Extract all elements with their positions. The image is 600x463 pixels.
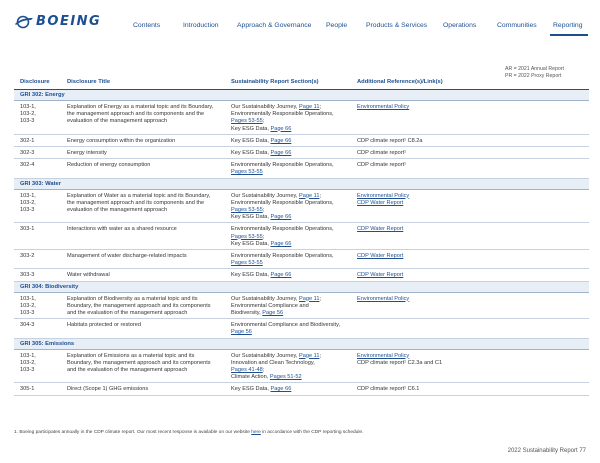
report-section-text: Key ESG Data,	[231, 149, 271, 156]
reference-text: CDP climate report¹ C6.1	[357, 386, 420, 393]
link-page-11[interactable]: Page 11	[299, 104, 320, 110]
disclosure-title-line	[67, 253, 232, 260]
report-section-text: Our Sustainability Journey,	[231, 192, 299, 199]
report-section-line	[231, 353, 356, 360]
disclosure-title-text: evaluation of the management approach	[67, 118, 168, 125]
disclosure-code-line	[20, 193, 64, 200]
report-section-cell	[231, 353, 356, 382]
disclosure-code-cell	[20, 162, 64, 169]
disclosure-code-text: 103-2,	[20, 199, 36, 206]
header-disclosure-title: Disclosure Title	[67, 79, 111, 85]
disclosure-title-line	[67, 310, 232, 317]
footnote	[14, 430, 363, 435]
reference-text: CDP climate report¹	[357, 162, 407, 169]
report-section-text: ;	[319, 104, 321, 110]
report-section-line	[231, 374, 356, 381]
disclosure-title-cell	[67, 138, 232, 145]
boeing-logo-text: BOEING	[36, 14, 102, 29]
table-row	[14, 190, 589, 224]
report-section-text: Environmentally Responsible Operations,	[231, 252, 334, 259]
disclosure-code-text: 103-3	[20, 366, 35, 373]
disclosure-title-cell	[67, 386, 232, 393]
disclosure-title-line	[67, 138, 232, 145]
disclosure-code-text: 304-3	[20, 322, 35, 329]
reference-line	[357, 386, 587, 393]
disclosure-code-cell	[20, 150, 64, 157]
disclosure-title-line	[67, 367, 232, 374]
nav-item-operations[interactable]: Operations	[443, 22, 477, 29]
report-section-cell	[231, 104, 356, 133]
disclosure-title-cell	[67, 162, 232, 169]
disclosure-title-line	[67, 322, 232, 329]
report-section-text: Environmental Compliance and Biodiversity,	[231, 322, 341, 329]
header-additional-references: Additional Reference(s)/Link(s)	[357, 79, 443, 85]
link-environmental-policy[interactable]: Environmental Policy	[357, 352, 410, 359]
disclosure-title-text: Explanation of Emissions as a material topic and its	[67, 352, 195, 359]
report-section-line	[231, 104, 356, 111]
disclosure-title-cell	[67, 253, 232, 260]
reference-line	[357, 272, 587, 279]
disclosure-title-cell	[67, 104, 232, 126]
link-page-66[interactable]: Page 66	[270, 125, 292, 132]
disclosure-code-text: 305-1	[20, 386, 35, 393]
disclosure-code-line	[20, 253, 64, 260]
reference-text: CDP climate report¹	[357, 149, 407, 156]
report-section-text: ;	[262, 118, 265, 125]
disclosure-code-cell	[20, 226, 64, 233]
disclosure-code-line	[20, 272, 64, 279]
disclosure-code-text: 303-2	[20, 252, 35, 259]
nav-menu	[0, 22, 600, 34]
header-report-sections: Sustainability Report Section(s)	[231, 79, 319, 85]
disclosure-code-cell	[20, 296, 64, 318]
disclosure-code-text: 103-1,	[20, 295, 36, 302]
disclosure-title-cell	[67, 272, 232, 279]
report-section-text: ;	[262, 366, 265, 373]
legend-pr: PR = 2022 Proxy Report	[505, 73, 562, 79]
disclosure-title-line	[67, 272, 232, 279]
disclosure-code-line	[20, 303, 64, 310]
reference-cell	[357, 162, 587, 169]
disclosure-title-cell	[67, 226, 232, 233]
disclosure-title-text: evaluation of the management approach	[67, 206, 168, 213]
report-section-line	[231, 214, 356, 221]
disclosure-title-text: the management approach and its components and the	[67, 111, 205, 118]
report-section-text: Environmentally Responsible Operations,	[231, 162, 334, 169]
disclosure-code-text: 103-3	[20, 118, 35, 125]
report-section-text: Key ESG Data,	[231, 214, 271, 221]
table-row	[14, 147, 589, 159]
disclosure-title-text: the management approach and its components and the	[67, 199, 205, 206]
disclosure-code-cell	[20, 253, 64, 260]
disclosure-code-line	[20, 367, 64, 374]
report-section-line	[231, 386, 356, 393]
disclosure-title-line	[67, 353, 232, 360]
link-environmental-policy[interactable]: Environmental Policy	[357, 192, 410, 199]
reference-line	[357, 138, 587, 145]
reference-line	[357, 104, 587, 111]
table-row	[14, 350, 589, 384]
report-section-text: Our Sustainability Journey,	[231, 352, 299, 359]
report-section-text: Our Sustainability Journey,	[231, 104, 299, 110]
report-section-line	[231, 260, 356, 267]
link-pages-53-55[interactable]: Pages 53-55	[231, 233, 263, 240]
report-section-line	[231, 226, 356, 233]
table-row	[14, 319, 589, 338]
report-section-cell	[231, 386, 356, 393]
report-section-cell	[231, 253, 356, 267]
report-section-line	[231, 162, 356, 169]
reference-line	[357, 162, 587, 169]
reference-text: CDP climate report¹ C2.3a and C1	[357, 359, 443, 366]
report-section-line	[231, 150, 356, 157]
disclosure-title-cell	[67, 193, 232, 215]
disclosure-code-line	[20, 386, 64, 393]
report-section-text: ;	[319, 192, 321, 199]
link-cdp-water-report[interactable]: CDP Water Report	[357, 252, 404, 259]
report-section-cell	[231, 272, 356, 279]
disclosure-title-line	[67, 360, 232, 367]
link-environmental-policy[interactable]: Environmental Policy	[357, 295, 410, 302]
report-section-line	[231, 322, 356, 329]
reference-line	[357, 226, 587, 233]
report-section-cell	[231, 162, 356, 176]
report-section-cell	[231, 296, 356, 318]
link-pages-41-48[interactable]: Pages 41-48	[231, 366, 263, 373]
report-section-text: Environmental Compliance and	[231, 302, 309, 309]
disclosure-code-line	[20, 310, 64, 317]
disclosure-title-line	[67, 200, 232, 207]
report-section-text: Climate Action,	[231, 374, 270, 381]
disclosure-code-line	[20, 118, 64, 125]
link-page-66[interactable]: Page 66	[270, 137, 292, 144]
report-section-line	[231, 207, 356, 214]
nav-item-communities[interactable]: Communities	[497, 22, 537, 29]
table-row	[14, 383, 589, 395]
report-section-text: Environmentally Responsible Operations,	[231, 111, 334, 118]
disclosure-code-line	[20, 150, 64, 157]
report-section-line	[231, 111, 356, 118]
report-section-line	[231, 360, 356, 367]
disclosure-title-line	[67, 296, 232, 303]
link-cdp-water-report[interactable]: CDP Water Report	[357, 226, 404, 233]
legend-ar: AR = 2021 Annual Report	[505, 66, 564, 72]
disclosure-code-cell	[20, 272, 64, 279]
table-row	[14, 250, 589, 269]
link-page-56[interactable]: Page 56	[262, 309, 284, 316]
reference-cell	[357, 296, 587, 303]
table-header	[14, 79, 589, 89]
disclosure-code-line	[20, 360, 64, 367]
disclosure-code-cell	[20, 386, 64, 393]
disclosure-title-text: Explanation of Energy as a material topic and its Boundary,	[67, 104, 214, 110]
reference-line	[357, 360, 587, 367]
disclosure-title-line	[67, 226, 232, 233]
disclosure-code-text: 302-1	[20, 137, 35, 144]
report-section-line	[231, 296, 356, 303]
report-section-line	[231, 253, 356, 260]
link-pages-53-55[interactable]: Pages 53-55	[231, 260, 263, 267]
report-section-cell	[231, 322, 356, 336]
reference-cell	[357, 138, 587, 145]
footnote-text-end: in accordance with the CDP reporting schedule.	[260, 430, 364, 435]
reference-line	[357, 253, 587, 260]
nav-item-products-services[interactable]: Products & Services	[366, 22, 428, 29]
link-page-66[interactable]: Page 66	[270, 386, 292, 393]
table-row	[14, 135, 589, 147]
disclosure-code-text: 103-1,	[20, 192, 36, 199]
nav-item-people[interactable]: People	[326, 22, 348, 29]
link-page-11[interactable]: Page 11	[299, 192, 320, 199]
report-section-text: Key ESG Data,	[231, 125, 271, 132]
disclosure-title-text: Direct (Scope 1) GHG emissions	[67, 386, 149, 393]
report-section-text: Environmentally Responsible Operations,	[231, 199, 334, 206]
disclosure-title-text: Explanation of Water as a material topic and its Boundary,	[67, 192, 211, 199]
disclosure-code-text: 302-4	[20, 162, 35, 169]
link-pages-53-55[interactable]: Pages 53-55	[231, 118, 263, 125]
report-section-text: ;	[319, 352, 321, 359]
disclosure-code-line	[20, 111, 64, 118]
section-gri-302-energy: GRI 302: Energy	[14, 90, 589, 101]
disclosure-title-cell	[67, 296, 232, 318]
report-section-text: ;	[262, 206, 265, 213]
nav-item-contents[interactable]: Contents	[133, 22, 161, 29]
reference-cell	[357, 193, 587, 207]
gri-index-table	[14, 89, 589, 396]
reference-cell	[357, 104, 587, 111]
disclosure-code-text: 103-2,	[20, 359, 36, 366]
report-section-text: Environmentally Responsible Operations,	[231, 226, 334, 233]
link-page-56[interactable]: Page 56	[231, 329, 252, 336]
link-page-66[interactable]: Page 66	[270, 240, 292, 247]
disclosure-code-text: 103-2,	[20, 111, 36, 118]
disclosure-title-text: Boundary, the management approach and its components	[67, 302, 211, 309]
page-footer: 2022 Sustainability Report 77	[507, 448, 586, 454]
report-section-line	[231, 329, 356, 336]
report-section-text: ;	[319, 295, 321, 302]
report-section-cell	[231, 193, 356, 222]
disclosure-code-text: 302-3	[20, 149, 35, 156]
link-page-66[interactable]: Page 66	[270, 272, 292, 279]
link-cdp-water-report[interactable]: CDP Water Report	[357, 272, 404, 279]
report-section-cell	[231, 226, 356, 248]
disclosure-code-line	[20, 207, 64, 214]
report-section-text: ;	[262, 233, 265, 240]
footnote-here-link[interactable]: here	[251, 430, 261, 435]
report-section-line	[231, 310, 356, 317]
reference-line	[357, 193, 587, 200]
disclosure-title-line	[67, 162, 232, 169]
abbreviation-legend	[505, 66, 564, 80]
disclosure-title-text: Interactions with water as a shared resource	[67, 226, 177, 233]
report-section-line	[231, 272, 356, 279]
reference-line	[357, 296, 587, 303]
disclosure-title-line	[67, 111, 232, 118]
nav-item-introduction[interactable]: Introduction	[183, 22, 219, 29]
disclosure-title-line	[67, 193, 232, 200]
disclosure-title-line	[67, 303, 232, 310]
reference-cell	[357, 253, 587, 260]
reference-text: CDP climate report¹ C8.2a	[357, 137, 423, 144]
disclosure-title-text: and the evaluation of the management approach	[67, 366, 188, 373]
disclosure-title-text: Reduction of energy consumption	[67, 162, 151, 169]
report-section-text: Biodiversity,	[231, 309, 263, 316]
report-section-line	[231, 200, 356, 207]
disclosure-code-cell	[20, 104, 64, 126]
disclosure-code-text: 103-3	[20, 309, 35, 316]
disclosure-title-cell	[67, 353, 232, 375]
disclosure-code-text: 103-1,	[20, 104, 36, 110]
active-nav-indicator	[550, 34, 588, 36]
disclosure-code-cell	[20, 353, 64, 375]
disclosure-code-line	[20, 322, 64, 329]
report-section-text: Our Sustainability Journey,	[231, 295, 299, 302]
table-row	[14, 223, 589, 250]
disclosure-code-text: 303-1	[20, 226, 35, 233]
table-row	[14, 159, 589, 178]
reference-cell	[357, 272, 587, 279]
footnote-text: 1. Boeing participates annually in the CDP climate report. Our most recent response is available on our website	[14, 430, 252, 435]
reference-cell	[357, 353, 587, 367]
table-row	[14, 269, 589, 281]
disclosure-code-text: 303-3	[20, 272, 35, 279]
report-section-cell	[231, 138, 356, 145]
report-section-line	[231, 169, 356, 176]
disclosure-title-line	[67, 386, 232, 393]
disclosure-code-line	[20, 353, 64, 360]
disclosure-title-text: Management of water discharge-related impacts	[67, 252, 187, 259]
report-section-line	[231, 118, 356, 125]
link-page-66[interactable]: Page 66	[270, 149, 292, 156]
disclosure-title-cell	[67, 150, 232, 157]
disclosure-code-text: 103-1,	[20, 352, 36, 359]
reference-cell	[357, 226, 587, 233]
disclosure-title-text: and the evaluation of the management approach	[67, 309, 188, 316]
disclosure-code-line	[20, 138, 64, 145]
top-navigation	[0, 0, 600, 40]
disclosure-code-line	[20, 226, 64, 233]
report-section-text: Key ESG Data,	[231, 240, 271, 247]
reference-line	[357, 200, 587, 207]
disclosure-code-cell	[20, 138, 64, 145]
reference-cell	[357, 150, 587, 157]
link-cdp-water-report[interactable]: CDP Water Report	[357, 199, 404, 206]
disclosure-title-text: Boundary, the management approach and its components	[67, 359, 211, 366]
report-section-cell	[231, 150, 356, 157]
disclosure-code-cell	[20, 322, 64, 329]
header-disclosure: Disclosure	[20, 79, 50, 85]
disclosure-code-line	[20, 162, 64, 169]
report-section-line	[231, 303, 356, 310]
disclosure-title-text: Water withdrawal	[67, 272, 110, 279]
report-section-text: Key ESG Data,	[231, 137, 271, 144]
report-section-line	[231, 126, 356, 133]
report-section-line	[231, 234, 356, 241]
table-row	[14, 293, 589, 320]
section-gri-304-biodiversity: GRI 304: Biodiversity	[14, 282, 589, 293]
report-section-line	[231, 241, 356, 248]
report-section-line	[231, 138, 356, 145]
reference-line	[357, 353, 587, 360]
link-pages-51-52[interactable]: Pages 51-52	[269, 374, 302, 381]
nav-item-reporting[interactable]: Reporting	[553, 22, 583, 29]
report-section-line	[231, 193, 356, 200]
disclosure-code-text: 103-3	[20, 206, 35, 213]
disclosure-title-text: Habitats protected or restored	[67, 322, 141, 329]
report-section-text: Innovation and Clean Technology,	[231, 359, 315, 366]
reference-line	[357, 150, 587, 157]
section-gri-303-water: GRI 303: Water	[14, 179, 589, 190]
disclosure-title-cell	[67, 322, 232, 329]
disclosure-code-line	[20, 104, 64, 111]
link-page-11[interactable]: Page 11	[299, 295, 320, 302]
table-row	[14, 101, 589, 135]
link-page-66[interactable]: Page 66	[270, 214, 292, 221]
nav-item-approach-governance[interactable]: Approach & Governance	[237, 22, 312, 29]
disclosure-title-text: Energy intensity	[67, 149, 107, 156]
disclosure-code-cell	[20, 193, 64, 215]
report-section-line	[231, 367, 356, 374]
link-page-11[interactable]: Page 11	[299, 352, 320, 359]
disclosure-title-line	[67, 118, 232, 125]
link-pages-53-55[interactable]: Pages 53-55	[231, 206, 263, 213]
link-environmental-policy[interactable]: Environmental Policy	[357, 104, 410, 110]
disclosure-title-text: Explanation of Biodiversity as a material topic and its	[67, 295, 198, 302]
disclosure-title-line	[67, 207, 232, 214]
disclosure-title-line	[67, 150, 232, 157]
section-gri-305-emissions: GRI 305: Emissions	[14, 339, 589, 350]
disclosure-title-line	[67, 104, 232, 111]
disclosure-code-line	[20, 200, 64, 207]
reference-cell	[357, 386, 587, 393]
report-section-text: Key ESG Data,	[231, 272, 271, 279]
disclosure-title-text: Energy consumption within the organization	[67, 137, 176, 144]
disclosure-code-line	[20, 296, 64, 303]
disclosure-code-text: 103-2,	[20, 302, 36, 309]
link-pages-53-55[interactable]: Pages 53-55	[231, 169, 263, 176]
report-section-text: Key ESG Data,	[231, 386, 271, 393]
